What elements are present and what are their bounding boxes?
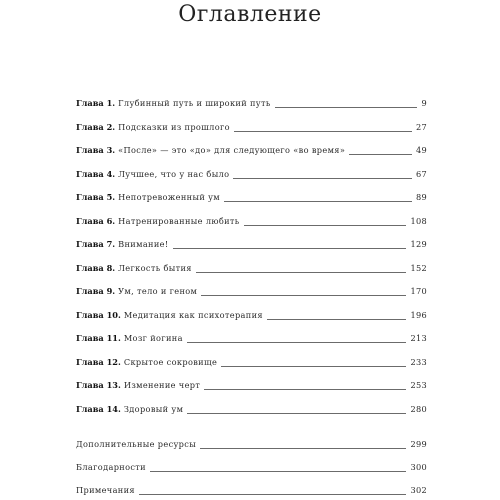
- chapter-number: Глава 6.: [76, 215, 116, 226]
- toc-entry-chapter-14[interactable]: [76, 402, 427, 416]
- dot-leader: [221, 366, 406, 367]
- toc-entry-chapter-7[interactable]: [76, 237, 427, 251]
- chapter-number: Глава 2.: [76, 121, 116, 132]
- toc-entry-chapter-10[interactable]: [76, 308, 427, 322]
- section-title: Примечания: [76, 485, 135, 495]
- dot-leader: [275, 107, 418, 108]
- toc-entry-chapter-11[interactable]: [76, 331, 427, 345]
- page-number: 299: [410, 439, 427, 449]
- dot-leader: [204, 389, 406, 390]
- page-number: 152: [410, 262, 427, 273]
- section-title: Дополнительные ресурсы: [76, 439, 197, 449]
- chapter-title: Подсказки из прошлого: [118, 121, 230, 132]
- chapter-number: Глава 7.: [76, 239, 116, 249]
- page-number: 129: [410, 239, 427, 249]
- chapter-title: Скрытое сокровище: [123, 356, 218, 367]
- chapter-number: Глава 9.: [76, 286, 116, 296]
- chapter-title: Ум, тело и геном: [118, 286, 198, 296]
- toc-entry-acknowledgements[interactable]: [76, 460, 427, 474]
- page-number: 108: [410, 215, 427, 226]
- chapter-number: Глава 10.: [76, 309, 121, 320]
- page-number: 233: [410, 356, 427, 367]
- dot-leader: [200, 448, 406, 449]
- chapter-title: Мозг йогина: [123, 333, 183, 343]
- page-number: 27: [415, 121, 427, 132]
- toc-entry-chapter-13[interactable]: [76, 378, 427, 392]
- chapter-number: Глава 3.: [76, 145, 116, 155]
- chapter-number: Глава 11.: [76, 333, 121, 343]
- dot-leader: [267, 319, 407, 320]
- chapter-number: Глава 8.: [76, 262, 116, 273]
- section-title: Благодарности: [76, 462, 146, 472]
- toc-entry-chapter-6[interactable]: [76, 214, 427, 228]
- chapter-title: Глубинный путь и широкий путь: [118, 98, 271, 108]
- toc-entry-chapter-1[interactable]: [76, 96, 427, 110]
- dot-leader: [349, 154, 412, 155]
- dot-leader: [150, 471, 406, 472]
- dot-leader: [187, 413, 406, 414]
- page-number: 280: [410, 403, 427, 414]
- dot-leader: [201, 295, 406, 296]
- chapter-title: Легкость бытия: [118, 262, 192, 273]
- toc-entry-chapter-8[interactable]: [76, 261, 427, 275]
- chapter-title: Внимание!: [118, 239, 169, 249]
- chapter-number: Глава 14.: [76, 403, 121, 414]
- dot-leader: [187, 342, 407, 343]
- dot-leader: [234, 131, 412, 132]
- dot-leader: [139, 494, 407, 495]
- toc-entry-chapter-12[interactable]: [76, 355, 427, 369]
- dot-leader: [224, 201, 412, 202]
- toc-entry-chapter-9[interactable]: [76, 284, 427, 298]
- page-number: 49: [415, 145, 427, 155]
- chapter-title: Медитация как психотерапия: [123, 309, 263, 320]
- chapter-title: Непотревоженный ум: [118, 192, 221, 202]
- dot-leader: [196, 272, 407, 273]
- chapter-number: Глава 13.: [76, 380, 121, 390]
- chapter-number: Глава 5.: [76, 192, 116, 202]
- toc-entry-chapter-2[interactable]: [76, 120, 427, 134]
- page-number: 170: [410, 286, 427, 296]
- chapter-title: Натренированные любить: [118, 215, 240, 226]
- chapter-number: Глава 1.: [76, 98, 116, 108]
- dot-leader: [173, 248, 407, 249]
- toc-entry-chapter-4[interactable]: [76, 167, 427, 181]
- dot-leader: [233, 178, 412, 179]
- page-number: 9: [421, 98, 427, 108]
- toc-entry-additional-resources[interactable]: [76, 437, 427, 451]
- page-number: 302: [410, 485, 427, 495]
- page-title: Оглавление: [178, 2, 322, 27]
- chapter-number: Глава 12.: [76, 356, 121, 367]
- page-number: 67: [415, 168, 427, 179]
- chapter-number: Глава 4.: [76, 168, 116, 179]
- dot-leader: [244, 225, 407, 226]
- page-number: 213: [410, 333, 427, 343]
- page-number: 196: [410, 309, 427, 320]
- page-number: 300: [410, 462, 427, 472]
- toc-entry-notes[interactable]: [76, 483, 427, 497]
- chapter-title: Лучшее, что у нас было: [118, 168, 230, 179]
- chapter-title: Здоровый ум: [123, 403, 184, 414]
- page-number: 253: [410, 380, 427, 390]
- page-number: 89: [415, 192, 427, 202]
- chapter-title: «После» — это «до» для следующего «во время»: [118, 145, 346, 155]
- toc-entry-chapter-3[interactable]: [76, 143, 427, 157]
- chapter-title: Изменение черт: [123, 380, 201, 390]
- toc-entry-chapter-5[interactable]: [76, 190, 427, 204]
